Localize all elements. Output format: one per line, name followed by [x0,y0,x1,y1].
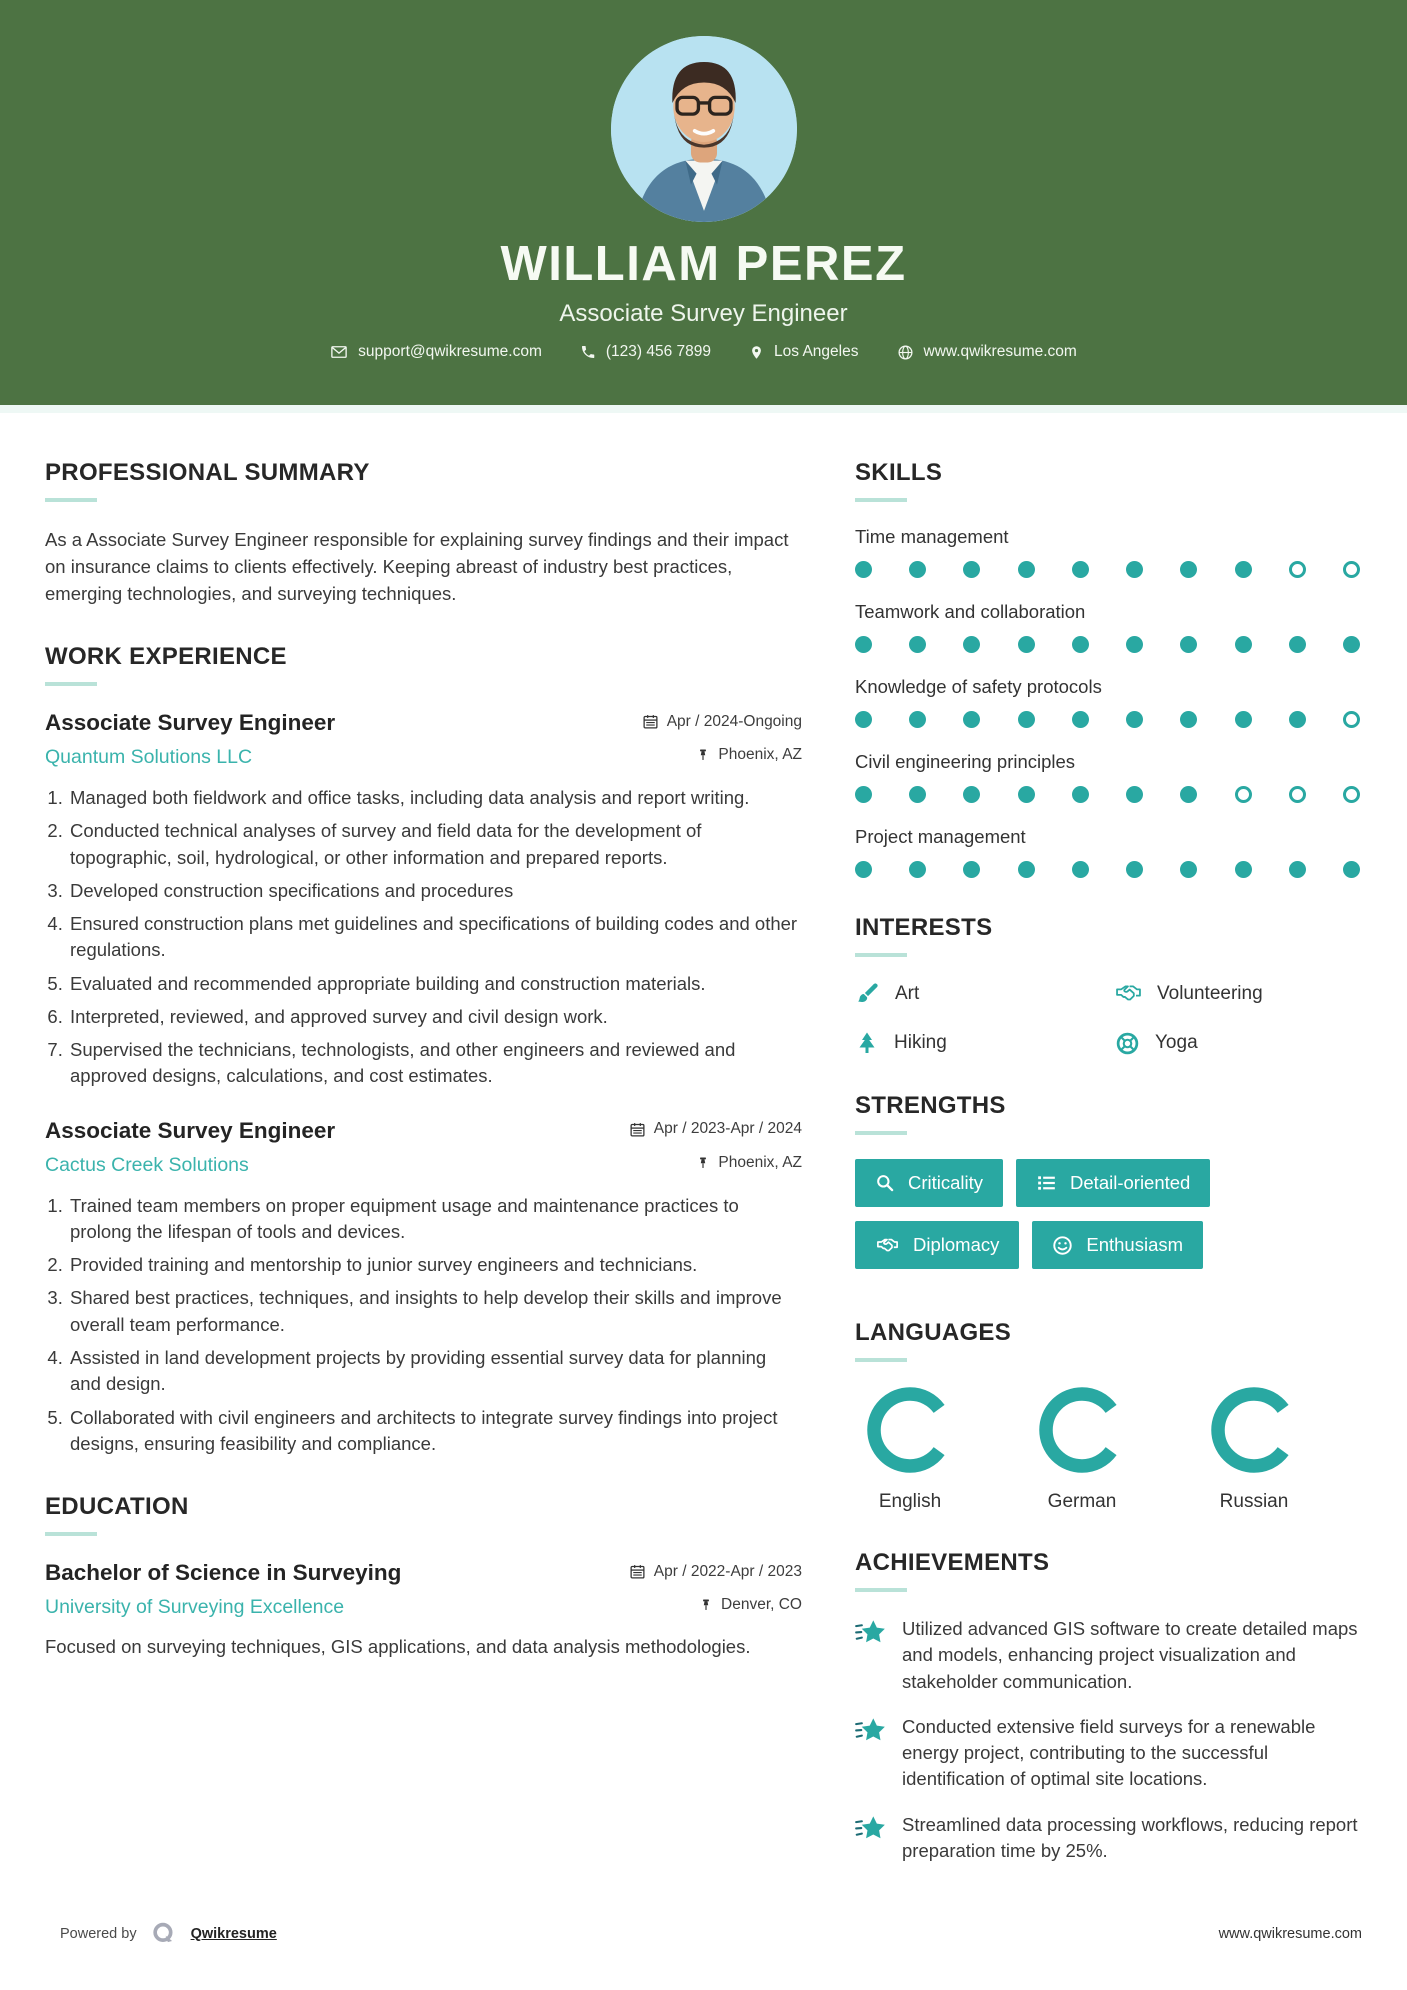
interest-item [1115,981,1365,1006]
skill-label: Time management [855,526,1009,547]
rating-dot-filled [1343,636,1360,653]
achievements-list [855,1616,1365,1864]
language-ring-chart [1210,1386,1298,1474]
bullet-item: 4. Ensured construction plans met guidelines and specifications of building codes and other regulations. [68,911,802,964]
language-item [1027,1386,1137,1513]
rating-dot-filled [1180,861,1197,878]
language-item [1199,1386,1309,1513]
rating-dot-filled [963,711,980,728]
heading-underline [45,1532,97,1536]
education-location [699,1596,802,1614]
job-entry [45,710,802,1090]
rating-dot-filled [909,561,926,578]
section-achievements [855,1549,1365,1864]
job-location-text: Phoenix, AZ [718,1153,802,1171]
rating-dot-filled [963,861,980,878]
avatar [611,36,797,222]
job-dates [642,713,802,731]
job-title: Associate Survey Engineer [45,710,336,735]
interest-item [855,981,1105,1006]
calendar-icon [629,1121,646,1138]
achievement-star-icon [855,1812,887,1865]
section-education [45,1493,802,1660]
job-dates-text: Apr / 2024-Ongoing [666,712,802,730]
phone-icon [580,344,596,360]
interest-label: Hiking [894,1032,947,1053]
rating-dot-filled [1126,786,1143,803]
footer-website[interactable]: www.qwikresume.com [1218,1926,1362,1942]
rating-dot-filled [1126,861,1143,878]
rating-dot-filled [909,636,926,653]
skills-list [855,526,1365,878]
language-label: German [1047,1491,1117,1512]
skill-rating-dots [855,636,1360,653]
handshake-icon [875,1235,900,1256]
achievement-star-icon [855,1616,887,1695]
rating-dot-filled [1018,861,1035,878]
contact-phone [580,343,711,361]
heading-underline [45,682,97,686]
bullet-item: 7. Supervised the technicians, technologists, and other engineers and reviewed and approved designs, calculations, and cost estimates. [68,1037,802,1090]
achievement-item [855,1714,1365,1793]
rating-dot-filled [1235,561,1252,578]
pine-tree-icon [855,1030,879,1056]
interests-grid [855,981,1365,1056]
bullet-item: 3. Developed construction specifications and procedures [68,878,802,904]
achievement-star-icon [855,1714,887,1793]
achievement-text: Conducted extensive field surveys for a renewable energy project, contributing to the successful identification of optimal site locations. [902,1715,1316,1790]
rating-dot-filled [1180,786,1197,803]
job-company: Quantum Solutions LLC [45,746,253,768]
rating-dot-filled [1289,861,1306,878]
bullet-item: 5. Evaluated and recommended appropriate building and construction materials. [68,971,802,997]
rating-dot-filled [963,636,980,653]
contact-location-text: Los Angeles [774,343,859,360]
job-dates-text: Apr / 2023-Apr / 2024 [653,1120,802,1138]
language-label: English [878,1491,942,1512]
rating-dot-filled [1289,711,1306,728]
header [0,0,1407,405]
bullet-item: 3. Shared best practices, techniques, and insights to help develop their skills and improve overall team performance. [68,1285,802,1338]
skill-rating-dots [855,786,1360,803]
rating-dot-filled [1018,636,1035,653]
job-entry [45,1118,802,1457]
heading-underline [855,1131,907,1135]
languages-list [855,1386,1365,1513]
rating-dot-filled [1180,561,1197,578]
smiley-icon [1052,1235,1073,1256]
rating-dot-filled [1018,561,1035,578]
calendar-icon [642,713,659,730]
rating-dot-filled [1126,561,1143,578]
skills-heading: SKILLS [855,459,943,486]
rating-dot-empty [1343,711,1360,728]
calendar-icon [629,1563,646,1580]
interests-heading: INTERESTS [855,914,993,941]
interest-item [855,1030,1105,1056]
rating-dot-filled [1289,636,1306,653]
rating-dot-filled [1018,711,1035,728]
person-title: Associate Survey Engineer [559,300,848,327]
life-ring-icon [1115,1031,1140,1056]
header-divider [0,405,1407,413]
strength-badge [855,1221,1019,1269]
skill-item [855,676,1365,728]
heading-underline [855,1358,907,1362]
bullet-item: 5. Collaborated with civil engineers and architects to integrate survey findings into project designs, ensuring feasibility and compliance. [68,1405,802,1458]
strength-badge [1016,1159,1210,1207]
rating-dot-filled [1072,861,1089,878]
skill-rating-dots [855,711,1360,728]
rating-dot-filled [1235,861,1252,878]
heading-underline [855,498,907,502]
heading-underline [855,953,907,957]
achievement-text: Streamlined data processing workflows, reducing report preparation time by 25%. [902,1813,1358,1861]
section-experience [45,643,802,1457]
section-skills [855,459,1365,878]
summary-heading: PROFESSIONAL SUMMARY [45,459,370,486]
rating-dot-filled [1072,561,1089,578]
skill-item [855,601,1365,653]
education-location-text: Denver, CO [721,1596,802,1614]
skill-label: Knowledge of safety protocols [855,676,1102,697]
strengths-heading: STRENGTHS [855,1092,1006,1119]
rating-dot-filled [1072,636,1089,653]
rating-dot-filled [963,561,980,578]
section-summary [45,459,802,607]
languages-heading: LANGUAGES [855,1319,1012,1346]
education-dates [629,1563,802,1581]
job-company: Cactus Creek Solutions [45,1153,249,1176]
education-dates-text: Apr / 2022-Apr / 2023 [653,1562,802,1580]
contact-phone-text: (123) 456 7899 [605,343,712,360]
skill-item [855,751,1365,803]
skill-label: Civil engineering principles [855,751,1076,772]
school-name: University of Surveying Excellence [45,1596,345,1619]
bullet-item: 2. Provided training and mentorship to junior survey engineers and technicians. [68,1252,802,1278]
job-dates [629,1120,802,1138]
contact-website[interactable] [897,343,1077,361]
language-item [855,1386,965,1513]
interest-label: Volunteering [1157,982,1263,1004]
achievements-heading: ACHIEVEMENTS [855,1549,1050,1576]
rating-dot-filled [1072,711,1089,728]
interest-item [1115,1030,1365,1056]
skill-label: Project management [855,826,1026,847]
globe-icon [897,344,914,361]
language-ring-chart [866,1386,954,1474]
magnifier-icon [875,1173,895,1193]
rating-dot-empty [1235,786,1252,803]
job-bullets [45,785,802,1090]
person-name: WILLIAM PEREZ [500,237,907,291]
contact-location [749,343,858,361]
rating-dot-empty [1343,561,1360,578]
job-location [696,746,802,764]
footer [60,1920,1362,1948]
degree-title: Bachelor of Science in Surveying [45,1560,402,1586]
rating-dot-filled [1235,636,1252,653]
experience-heading: WORK EXPERIENCE [45,643,287,670]
strength-badge [855,1159,1003,1207]
rating-dot-filled [855,561,872,578]
section-strengths [855,1092,1365,1283]
contact-email[interactable] [330,343,542,361]
strength-label: Criticality [908,1172,984,1193]
left-column [45,459,802,1900]
rating-dot-filled [855,711,872,728]
job-bullets [45,1193,802,1457]
skill-label: Teamwork and collaboration [855,601,1086,622]
profile-photo [611,36,797,222]
rating-dot-filled [1180,711,1197,728]
strength-label: Diplomacy [913,1234,1000,1255]
skill-item [855,526,1365,578]
skill-item [855,826,1365,878]
strength-label: Enthusiasm [1086,1234,1184,1255]
summary-text: As a Associate Survey Engineer responsible for explaining survey findings and their impact on insurance claims to clients effectively. Keeping abreast of industry best practices, emerging technologies, and surveying techniques. [45,529,789,604]
rating-dot-filled [1343,861,1360,878]
bullet-item: 1. Trained team members on proper equipment usage and maintenance practices to prolong the lifespan of tools and devices. [68,1193,802,1246]
list-icon [1036,1173,1057,1193]
heading-underline [45,498,97,502]
job-location-text: Phoenix, AZ [718,746,802,763]
bullet-item: 1. Managed both fieldwork and office tasks, including data analysis and report writing. [68,785,802,811]
contact-email-text: support@qwikresume.com [358,343,542,360]
contact-website-text: www.qwikresume.com [923,343,1077,360]
rating-dot-filled [1126,636,1143,653]
achievement-item [855,1616,1365,1695]
rating-dot-filled [855,786,872,803]
rating-dot-filled [963,786,980,803]
strength-badge [1032,1221,1203,1269]
rating-dot-filled [909,861,926,878]
job-title: Associate Survey Engineer [45,1117,336,1143]
job-location [696,1154,802,1172]
interest-label: Art [895,982,920,1004]
skill-rating-dots [855,861,1360,878]
powered-by-text: Powered by [60,1926,137,1942]
education-heading: EDUCATION [45,1493,189,1521]
rating-dot-filled [909,786,926,803]
rating-dot-filled [855,636,872,653]
right-column [855,459,1365,1900]
rating-dot-filled [1072,786,1089,803]
contact-row [0,343,1407,361]
pushpin-icon [696,1155,710,1171]
achievement-item [855,1812,1365,1865]
education-description: Focused on surveying techniques, GIS applications, and data analysis methodologies. [45,1636,751,1658]
section-languages [855,1319,1365,1513]
rating-dot-empty [1289,561,1306,578]
qwikresume-brand-link[interactable]: Qwikresume [190,1926,277,1942]
envelope-icon [330,343,348,361]
rating-dot-empty [1343,786,1360,803]
rating-dot-filled [1018,786,1035,803]
heading-underline [855,1588,907,1592]
bullet-item: 4. Assisted in land development projects by providing essential survey data for planning and design. [68,1345,802,1398]
language-ring-chart [1038,1386,1126,1474]
pushpin-icon [696,747,710,763]
strength-label: Detail-oriented [1070,1172,1191,1193]
rating-dot-filled [855,861,872,878]
handshake-icon [1115,981,1142,1006]
interest-label: Yoga [1155,1032,1198,1053]
rating-dot-filled [1180,636,1197,653]
bullet-item: 6. Interpreted, reviewed, and approved survey and civil design work. [68,1004,802,1030]
rating-dot-filled [1235,711,1252,728]
skill-rating-dots [855,561,1360,578]
pushpin-icon [699,1597,713,1613]
powered-by [60,1920,277,1948]
rating-dot-filled [909,711,926,728]
resume-body [0,413,1407,1900]
bullet-item: 2. Conducted technical analyses of survey and field data for the development of topographic, soil, hydrological, or other information and prepared reports. [68,818,802,871]
language-label: Russian [1219,1491,1289,1512]
strengths-badges [855,1159,1365,1283]
section-interests [855,914,1365,1056]
paintbrush-icon [855,981,880,1006]
rating-dot-empty [1289,786,1306,803]
qwikresume-logo-icon [149,1920,179,1948]
rating-dot-filled [1126,711,1143,728]
achievement-text: Utilized advanced GIS software to create detailed maps and models, enhancing project visualization and stakeholder communication. [902,1618,1358,1692]
map-pin-icon [749,344,764,361]
